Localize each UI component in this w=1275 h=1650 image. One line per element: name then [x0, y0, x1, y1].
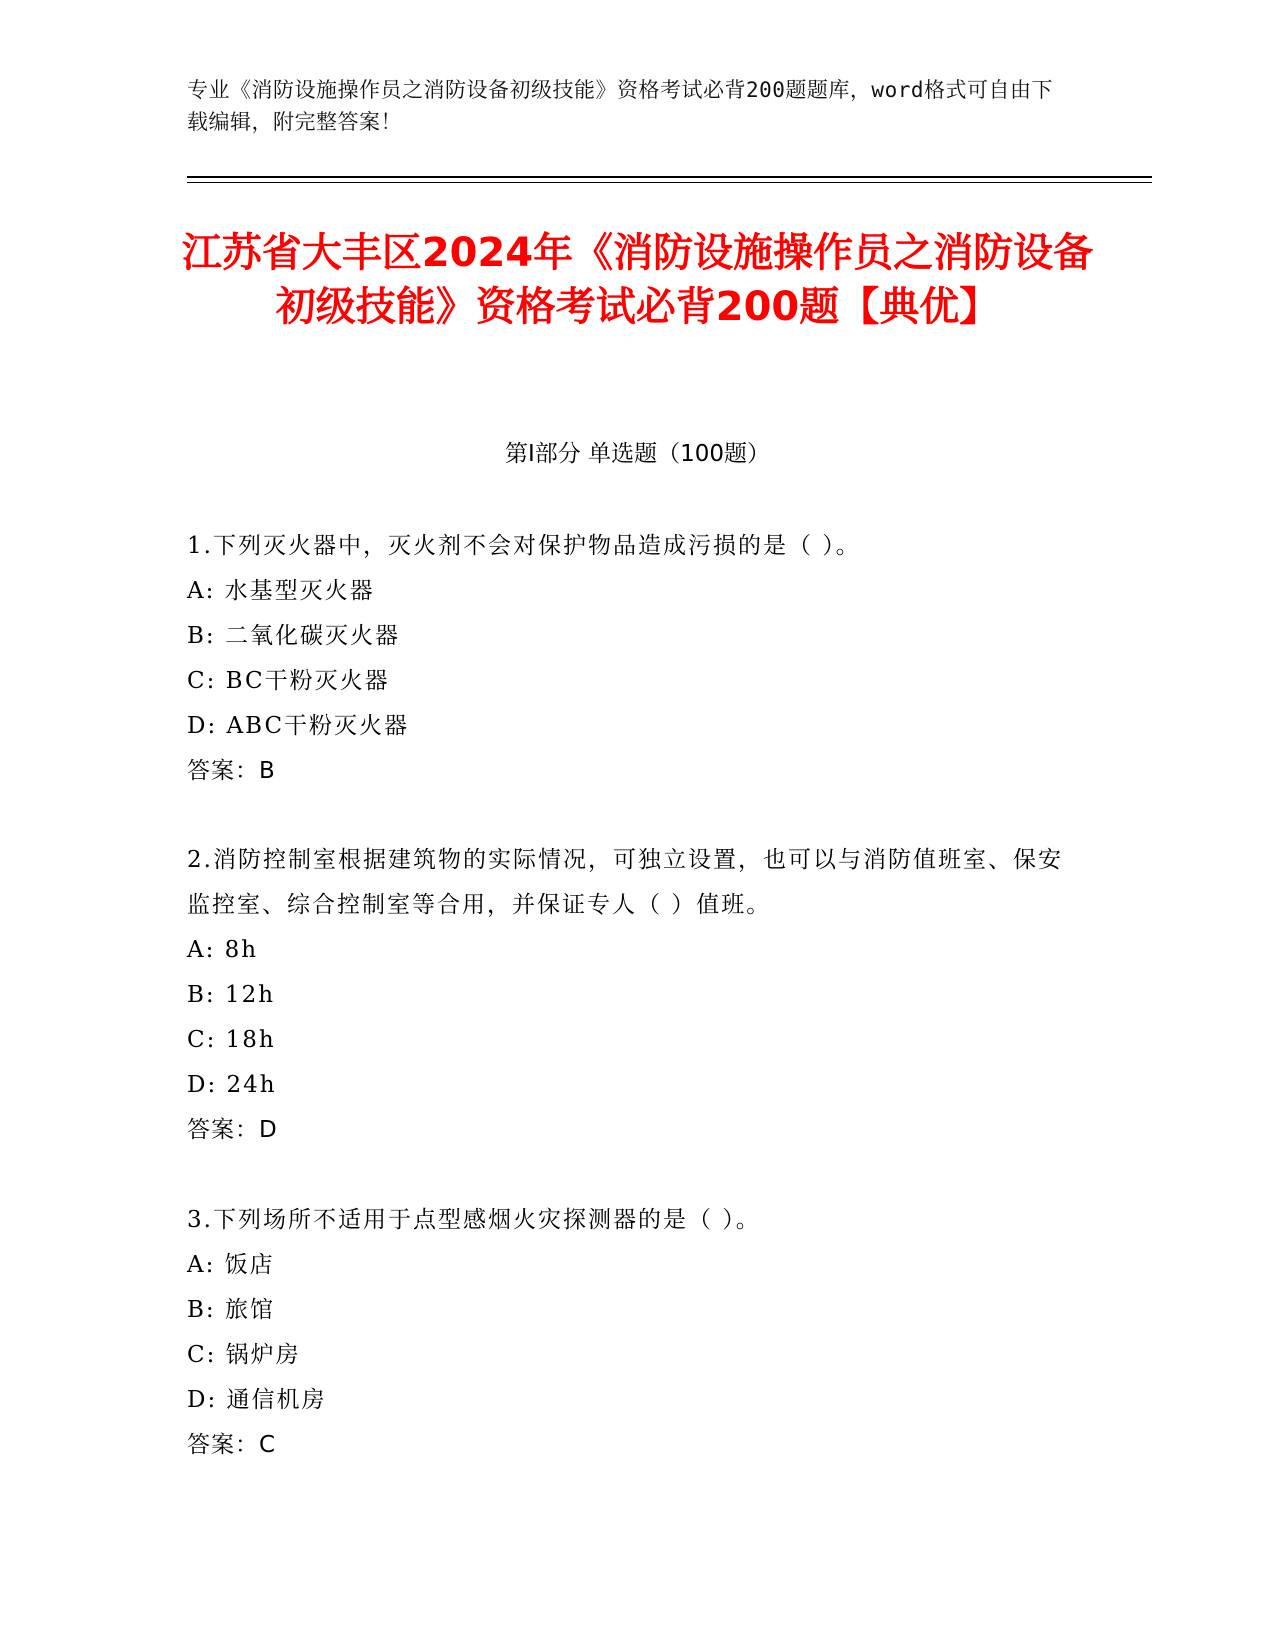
header-rule-thick [187, 176, 1152, 178]
option-d: D: ABC干粉灭火器 [187, 713, 410, 739]
answer: 答案：D [187, 1117, 278, 1143]
question-2 [187, 838, 1077, 1153]
option-b: B: 二氧化碳灭火器 [187, 623, 400, 649]
option-a: A: 水基型灭火器 [187, 578, 375, 604]
option-b: B: 旅馆 [187, 1297, 275, 1323]
option-c: C: 锅炉房 [187, 1342, 301, 1368]
option-a: A: 饭店 [187, 1252, 275, 1278]
document-title: 江苏省大丰区2024年《消防设施操作员之消防设备初级技能》资格考试必背200题【典优】 [181, 230, 1094, 330]
question-stem: 3.下列场所不适用于点型感烟火灾探测器的是（ ）。 [187, 1207, 761, 1233]
option-d: D: 通信机房 [187, 1387, 327, 1413]
question-stem: 2.消防控制室根据建筑物的实际情况，可独立设置，也可以与消防值班室、保安监控室、综合控制室等合用，并保证专人（ ）值班。 [187, 847, 1063, 918]
question-1 [187, 524, 1077, 794]
answer: 答案：C [187, 1432, 277, 1458]
section-heading: 第I部分 单选题（100题） [505, 441, 770, 467]
header-rule-thin [187, 182, 1152, 183]
question-stem: 1.下列灭火器中，灭火剂不会对保护物品造成污损的是（ ）。 [187, 533, 861, 559]
option-d: D: 24h [187, 1072, 277, 1098]
option-b: B: 12h [187, 982, 276, 1008]
question-3 [187, 1198, 1077, 1468]
option-a: A: 8h [187, 937, 259, 963]
answer: 答案：B [187, 758, 276, 784]
option-c: C: BC干粉灭火器 [187, 668, 390, 694]
header-note: 专业《消防设施操作员之消防设备初级技能》资格考试必背200题题库，word格式可自由下载编辑，附完整答案！ [187, 78, 1053, 134]
option-c: C: 18h [187, 1027, 276, 1053]
